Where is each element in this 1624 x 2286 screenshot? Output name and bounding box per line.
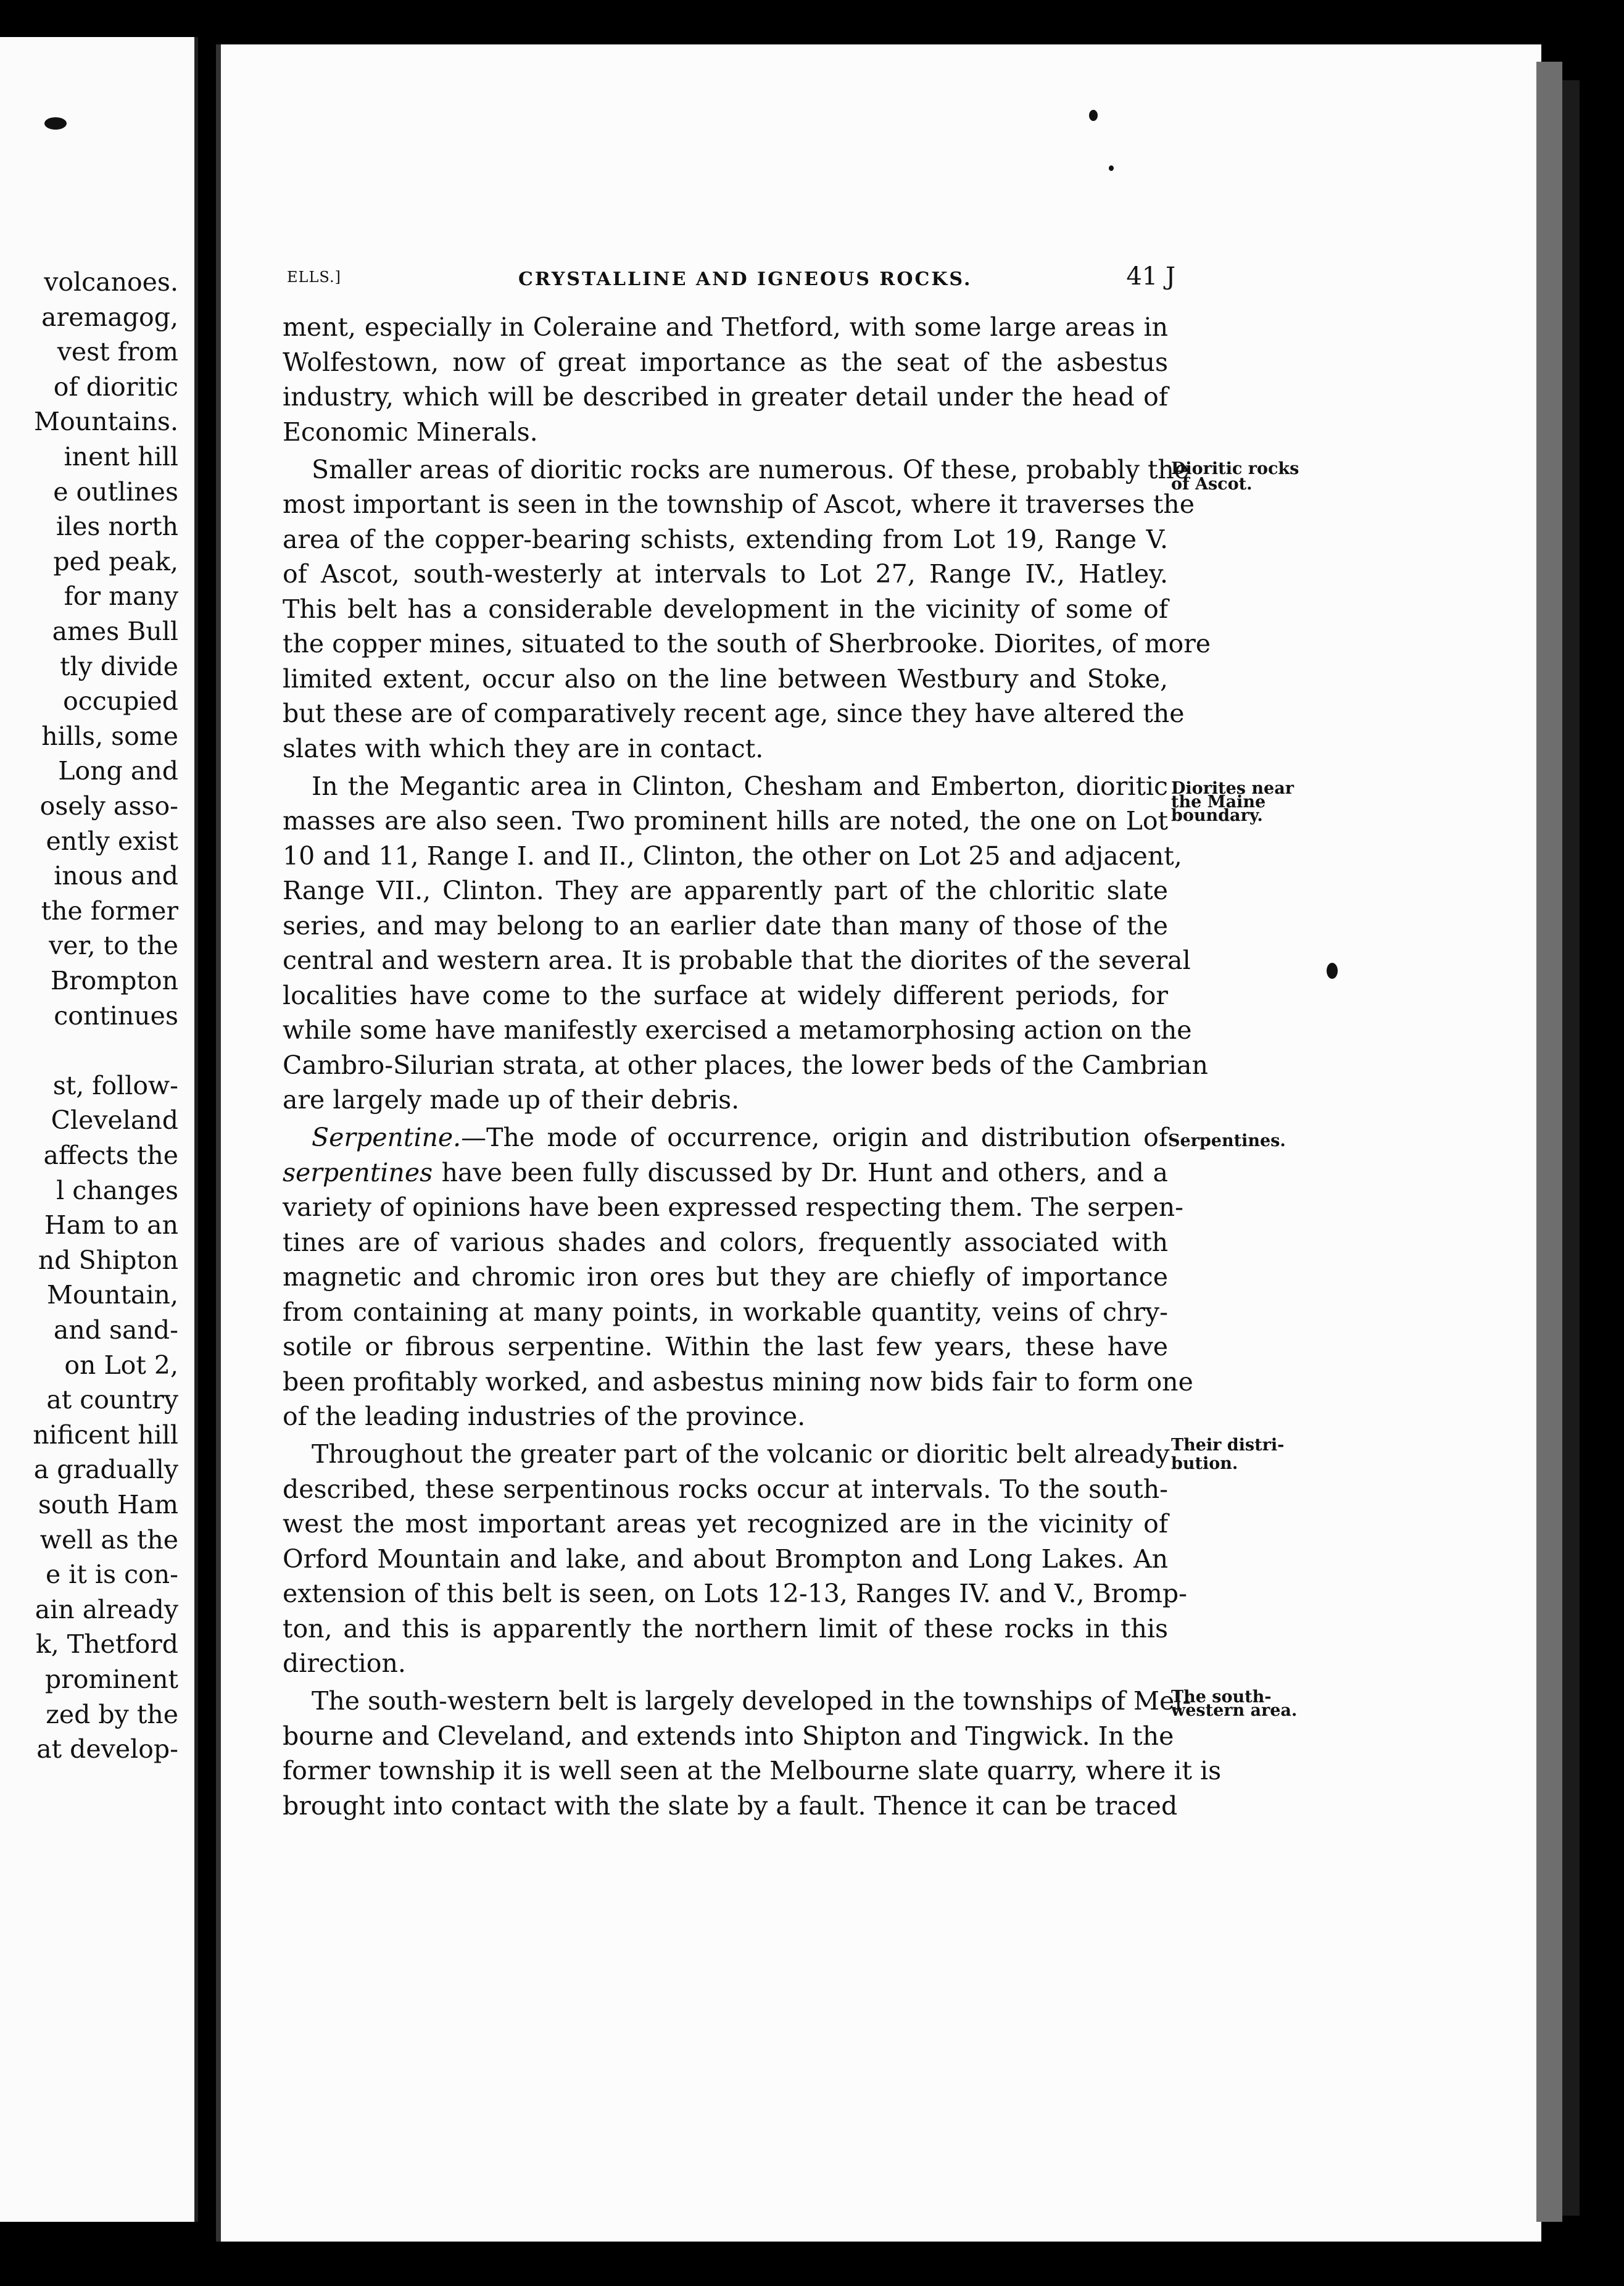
left-page-line: Brompton <box>50 966 178 995</box>
body-line: Smaller areas of dioritic rocks are numerous. Of these, probably the <box>312 454 1190 484</box>
left-page-line: nd Shipton <box>38 1245 178 1275</box>
body-line: sotile or fibrous serpentine. Within the last few years, these have <box>283 1332 1168 1361</box>
left-page-line: occupied <box>63 686 178 717</box>
body-line: brought into contact with the slate by a fault. Thence it can be traced <box>283 1790 1178 1821</box>
body-line: former township it is well seen at the Melbourne slate quarry, where it is <box>283 1756 1222 1785</box>
left-page-line: volcanoes. <box>44 267 178 297</box>
running-head-author: ELLS.] <box>287 268 341 286</box>
left-page-line: for many <box>64 581 178 612</box>
section-heading-line: Serpentine.—The mode of occurrence, origin and distribution of <box>312 1123 1168 1152</box>
body-line: This belt has a considerable development in the vicinity of some of <box>283 594 1168 624</box>
body-line: central and western area. It is probable that the diorites of the several <box>283 946 1191 975</box>
body-line: variety of opinions have been expressed respecting them. The serpen- <box>283 1192 1183 1222</box>
body-line: limited extent, occur also on the line between Westbury and Stoke, <box>283 663 1168 694</box>
left-page-line: the former <box>41 896 178 926</box>
body-line: described, these serpentinous rocks occur at intervals. To the south- <box>283 1474 1168 1504</box>
body-line: Wolfestown, now of great importance as the seat of the asbestus <box>283 347 1168 377</box>
left-facing-page <box>0 37 198 2222</box>
left-page-line: e it is con- <box>45 1560 178 1590</box>
left-page-line: inous and <box>54 861 178 891</box>
left-page-line: ain already <box>35 1594 178 1624</box>
left-page-line: at country <box>46 1385 178 1415</box>
left-page-line: ames Bull <box>52 617 178 646</box>
body-line: The south-western belt is largely developed in the townships of Mel- <box>312 1686 1191 1716</box>
body-line: industry, which will be described in greater detail under the head of <box>283 382 1168 412</box>
left-page-line: nificent hill <box>33 1419 178 1450</box>
page-number: 41 J <box>1126 262 1175 291</box>
left-page-line: Ham to an <box>44 1210 178 1241</box>
left-page-line: well as the <box>39 1524 178 1555</box>
body-line: west the most important areas yet recognized are in the vicinity of <box>283 1509 1168 1539</box>
left-page-line: prominent <box>44 1665 178 1694</box>
margin-note: Their distri- <box>1171 1436 1285 1455</box>
ink-speck <box>1089 110 1098 121</box>
left-page-line: and sand- <box>53 1315 178 1345</box>
margin-note: western area. <box>1171 1701 1298 1720</box>
body-line: slates with which they are in contact. <box>283 733 764 763</box>
left-page-line: affects the <box>43 1141 178 1170</box>
body-line: most important is seen in the township of Ascot, where it traverses the <box>283 489 1195 519</box>
left-page-line: e outlines <box>53 476 178 507</box>
left-page-line: hills, some <box>41 721 178 751</box>
left-page-line: Mountains. <box>34 407 178 437</box>
body-line: Range VII., Clinton. They are apparently part of the chloritic slate <box>283 876 1168 905</box>
left-page-line: at develop- <box>36 1734 178 1764</box>
margin-note: Dioritic rocks <box>1171 459 1299 478</box>
left-page-line: inent hill <box>64 442 178 472</box>
body-line: direction. <box>283 1648 406 1678</box>
body-line: of Ascot, south-westerly at intervals to Lot 27, Range IV., Hatley. <box>283 559 1168 589</box>
margin-note: boundary. <box>1171 805 1263 825</box>
body-line: serpentines have been fully discussed by Dr. Hunt and others, and a <box>283 1157 1168 1187</box>
left-page-line: ped peak, <box>53 546 178 576</box>
running-head <box>287 262 1175 299</box>
left-page-line: osely asso- <box>39 791 178 821</box>
body-line: masses are also seen. Two prominent hills are noted, the one on Lot <box>283 806 1168 836</box>
ink-speck <box>1109 165 1114 171</box>
left-page-line: on Lot 2, <box>64 1350 178 1380</box>
body-line: Throughout the greater part of the volcanic or dioritic belt already <box>312 1439 1170 1469</box>
margin-note: Serpentines. <box>1168 1131 1286 1150</box>
left-page-line: ently exist <box>46 826 178 856</box>
left-page-line: a gradually <box>33 1455 178 1485</box>
body-line: localities have come to the surface at widely different periods, for <box>283 980 1168 1010</box>
body-line: been profitably worked, and asbestus mining now bids fair to form one <box>283 1366 1193 1397</box>
body-line: magnetic and chromic iron ores but they are chiefly of importance <box>283 1262 1168 1292</box>
ink-blot <box>44 117 67 130</box>
section-title: Serpentine. <box>312 1123 462 1152</box>
page-edge-strip <box>1536 62 1562 2222</box>
body-line: Orford Mountain and lake, and about Brompton and Long Lakes. An <box>283 1544 1168 1574</box>
body-line: Economic Minerals. <box>283 417 538 447</box>
margin-note: bution. <box>1171 1454 1238 1473</box>
body-line: 10 and 11, Range I. and II., Clinton, the other on Lot 25 and adjacent, <box>283 841 1182 871</box>
margin-note: the Maine <box>1171 792 1266 812</box>
body-line: of the leading industries of the province. <box>283 1402 806 1431</box>
body-line: are largely made up of their debris. <box>283 1085 740 1115</box>
body-line: series, and may belong to an earlier date than many of those of the <box>283 910 1168 941</box>
left-page-line: continues <box>54 1000 178 1031</box>
left-page-line: aremagog, <box>41 302 178 332</box>
left-page-line: st, follow- <box>52 1070 178 1100</box>
left-page-line: k, Thetford <box>35 1629 178 1660</box>
body-line: ton, and this is apparently the northern limit of these rocks in this <box>283 1613 1168 1644</box>
body-line: but these are of comparatively recent age, since they have altered the <box>283 699 1185 728</box>
left-page-line: l changes <box>56 1175 178 1205</box>
body-line: while some have manifestly exercised a metamorphosing action on the <box>283 1015 1192 1045</box>
body-line: In the Megantic area in Clinton, Chesham and Emberton, dioritic <box>312 771 1168 801</box>
body-line: tines are of various shades and colors, frequently associated with <box>283 1227 1168 1257</box>
left-page-line: Mountain, <box>47 1280 178 1310</box>
body-line: area of the copper-bearing schists, extending from Lot 19, Range V. <box>283 524 1168 554</box>
body-line: ment, especially in Coleraine and Thetford, with some large areas in <box>283 312 1168 342</box>
margin-note: The south- <box>1171 1687 1272 1706</box>
margin-note: Diorites near <box>1171 778 1294 798</box>
left-page-line: iles north <box>56 512 178 542</box>
margin-note: of Ascot. <box>1171 474 1253 494</box>
body-line: the copper mines, situated to the south of Sherbrooke. Diorites, of more <box>283 629 1211 659</box>
left-page-line: zed by the <box>46 1699 178 1729</box>
left-page-line: south Ham <box>38 1490 178 1519</box>
body-line: Cambro-Silurian strata, at other places, the lower beds of the Cambrian <box>283 1050 1208 1080</box>
left-page-line: vest from <box>57 337 178 367</box>
body-line: extension of this belt is seen, on Lots 12-13, Ranges IV. and V., Bromp- <box>283 1579 1187 1608</box>
left-page-line: tly divide <box>60 651 178 681</box>
body-line: bourne and Cleveland, and extends into Shipton and Tingwick. In the <box>283 1721 1174 1751</box>
body-line: from containing at many points, in workable quantity, veins of chry- <box>283 1297 1168 1327</box>
running-head-title: CRYSTALLINE AND IGNEOUS ROCKS. <box>518 268 972 290</box>
left-page-line: Cleveland <box>51 1105 178 1136</box>
left-page-line: of dioritic <box>53 372 178 402</box>
left-page-line: Long and <box>58 756 178 786</box>
left-page-line: ver, to the <box>49 931 178 961</box>
page-edge-shadow <box>1562 80 1580 2216</box>
ink-speck <box>1327 963 1338 979</box>
